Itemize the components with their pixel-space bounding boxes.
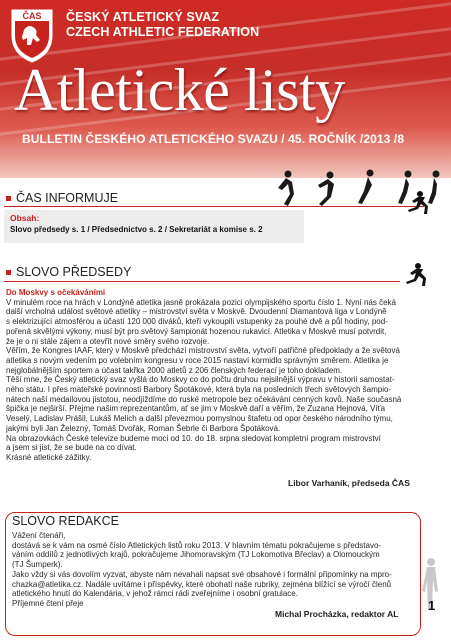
article-line: špička je nejširší. Přejme našim reprezentantům, ať se jim v Moskvě daří a věřím, že Zuzana Hejnová, Víťa	[6, 404, 386, 414]
publication-subtitle: BULLETIN ČESKÉHO ATLETICKÉHO SVAZU / 45. ROČNÍK /2013 /8	[22, 132, 405, 146]
contents-text: Slovo předsedy s. 1 / Předsednictvo s. 2 / Sekretariát a komise s. 2	[10, 225, 263, 234]
section-header-cas-informuje	[0, 190, 118, 206]
article-line: že je o ni stále zájem a otevřít nové směry svého rozvoje.	[6, 336, 210, 346]
org-name-en: CZECH ATHLETIC FEDERATION	[66, 25, 260, 39]
article-line: ného státu. I přes mateřské povinnosti Barbory Špotákové, která byla na posledních třech světových šampio-	[6, 385, 392, 395]
editorial-line: Příjemné čtení přeje	[12, 598, 84, 608]
runner-icon	[400, 262, 428, 286]
masthead	[0, 0, 451, 178]
chairman-article	[6, 288, 432, 463]
editorial-line: Jako vždy si vás dovolím vyzvat, abyste nám nevahali napsat své obsahové i formální připomínky na mpro-	[12, 569, 392, 579]
article-line: pořená skvělými výkony, musí být pro světový šampionát hozenou rukavicí. Atletika v Moskvě musí potvrdit,	[6, 326, 387, 336]
publication-title: Atletické listy	[14, 57, 345, 123]
editorial-line: dostává se k vám na osmé číslo Atletických listů roku 2013. V hlavním tématu pokračujeme s představo-	[12, 540, 382, 550]
article-line: Krásné atletické zážitky.	[6, 452, 92, 462]
editorial-text	[12, 531, 418, 609]
section-title: ČAS INFORMUJE	[16, 191, 119, 205]
page-number: 1	[428, 598, 436, 613]
contents-label: Obsah:	[10, 213, 40, 223]
editorial-line: váním oddílů z jednotlivých krajů, pokračujeme Jihomoravským (TJ Lokomotiva Břeclav) a Olomouckým	[12, 550, 380, 560]
article-line: V minulém roce na hrách v Londýně atletika jasně prokázala pozici olympijského sportu číslo 1. Nyní nás čeká	[6, 297, 396, 307]
contents-box	[4, 210, 304, 243]
chairman-signature: Libor Varhaník, předseda ČAS	[288, 478, 410, 488]
article-line: nejglobálnějším sportem a účast takřka 2000 atletů z 206 členských federací je toho dokladem.	[6, 365, 343, 375]
editorial-title: SLOVO REDAKCE	[12, 514, 119, 528]
section-title: SLOVO PŘEDSEDY	[16, 265, 132, 279]
article-lead: Do Moskvy s očekáváními	[6, 288, 106, 297]
editorial-line: chazka@atletika.cz. Nadále uvítáme i příspěvky, které obohatí naše rubriky, zejména blížící se výročí členů	[12, 579, 392, 589]
article-line: Těší mne, že Český atletický svaz vyšlá do Moskvy co do počtu druhou nejsilnější výpravu v historii samostat-	[6, 375, 395, 385]
article-line: Veselý, Ladislav Prášil, Lukáš Melich a další převezmou pomyslnou štafetu od opor českého národního týmu,	[6, 414, 393, 424]
cas-logo-icon	[6, 6, 58, 64]
editorial-line: (TJ Šumperk).	[12, 560, 63, 570]
athlete-figure-icon	[416, 556, 446, 636]
article-line: nátech naší medailovou jistotou, neodjíždíme do ruské metropole bez očekávání cenných kovů. Naše současná	[6, 394, 402, 404]
article-line: atletika s novým vedením po volebním kongresu v roce 2015 nastaví kormidlo správným směrem. Atletika je	[6, 355, 389, 365]
article-line: jakými byli Jan Železný, Tomáš Dvořák, Roman Šebrle či Barbora Špotáková.	[6, 423, 281, 433]
section-header-slovo-predsedy	[0, 264, 131, 280]
article-line: a jsem si jist, že se bude na co dívat.	[6, 443, 137, 453]
editor-signature: Michal Procházka, redaktor AL	[275, 609, 399, 619]
section-rule	[4, 206, 424, 207]
org-name-cz: ČESKÝ ATLETICKÝ SVAZ	[66, 10, 220, 24]
article-line: Věřím, že Kongres IAAF, který v Moskvě předchází mistrovství světa, vytvoří patřičné předpoklady a že světová	[6, 346, 400, 356]
editorial-line: atletického hnutí do Kalendária, v jehož rámci rádi zveřejníme i osobní gratulace.	[12, 589, 298, 599]
svg-text:ČAS: ČAS	[22, 11, 42, 21]
federation-name	[66, 10, 259, 40]
section-bullet	[6, 270, 11, 275]
article-line: s elektrizující atmosférou a účastí 120 000 diváků, kteří vykoupili vstupenky za pouhé dvě a půl hodiny, pod-	[6, 317, 388, 327]
runner-icon	[402, 190, 430, 214]
section-bullet	[6, 196, 11, 201]
section-rule	[4, 281, 400, 282]
article-line: další vrcholná událost světové atletiky – mistrovství světa v Moskvě. Dvoudenní Diamantová liga v Londýně	[6, 307, 387, 317]
article-line: Na obrazovkách České televize budeme moci od 10. do 18. srpna sledovat kompletní program mistrovství	[6, 433, 381, 443]
editorial-line: Vážení čtenáři,	[12, 531, 66, 540]
